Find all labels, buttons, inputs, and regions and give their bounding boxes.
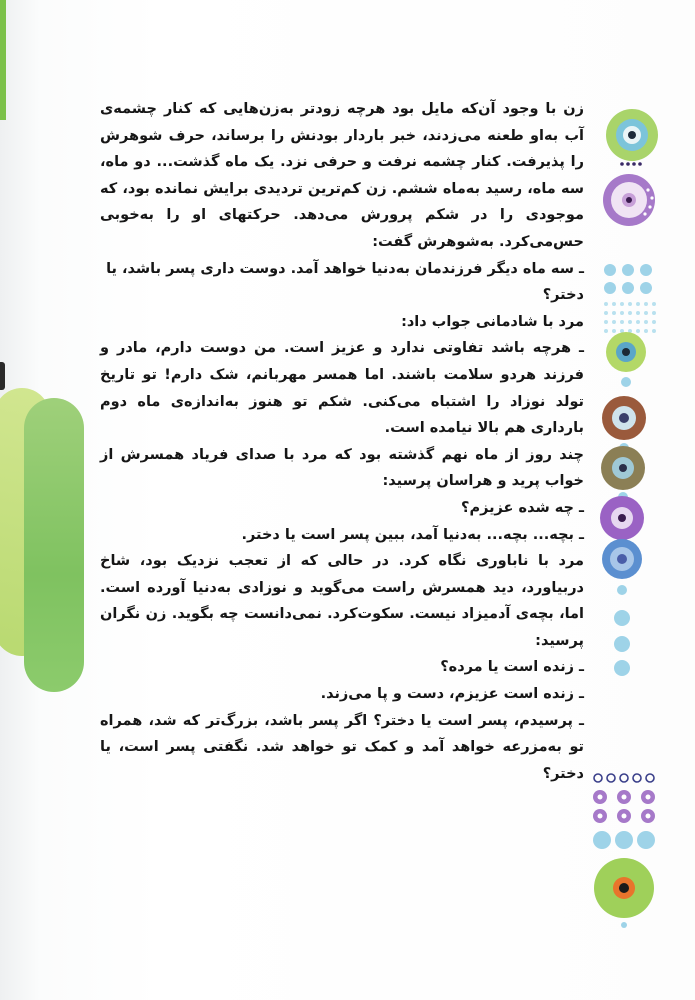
story-text — [100, 96, 584, 787]
decorative-green-bar — [24, 398, 84, 692]
dialogue-line: ـ زنده است یا مرده؟ — [440, 659, 584, 676]
left-edge-stripe — [0, 0, 6, 120]
paragraph: زن با وجود آن‌که مایل بود هرچه زودتر به‌زن‌هایی که کنار چشمه‌ی آب به‌او طعنه می‌زدند، خبر باردار بودنش را برساند، حرف شوهرش را پذیرفت. کنار چشمه نرفت و حرفی نزد. یک ماه گذشت... دو ماه، سه ماه، رسید به‌ماه ششم. زن کم‌ترین تردیدی برایش نمانده بود، که موجودی را در شکم پرورش می‌دهد. حرکتهای او را به‌خوبی حس‌می‌کرد. به‌شوهرش گفت: — [100, 101, 584, 250]
circle-chain-icon — [600, 332, 646, 676]
left-edge-mark — [0, 362, 5, 390]
dot-pattern-icon — [593, 774, 655, 849]
eye-circle-icon — [606, 109, 658, 166]
dialogue-line: ـ چه شده عزیزم؟ — [461, 499, 584, 516]
eye-circle-icon — [603, 174, 655, 226]
dialogue-line: ـ بچه... بچه... به‌دنیا آمد، ببین پسر است یا دختر. — [241, 526, 584, 543]
dialogue-line: ـ هرچه باشد تفاوتی ندارد و عزیز است. من دوست دارم، مادر و فرزند هردو سلامت باشند. اما همسر مهربانم، شک دارم! تو تاریخ تولد نوزاد را اشتباه می‌کنی. شکم تو هنوز به‌اندازه‌ی ماه دوم بارداری هم بالا نیامده است. — [100, 340, 584, 437]
dialogue-line: ـ پرسیدم، پسر است یا دختر؟ اگر پسر باشد، بزرگ‌تر که شد، همراه تو به‌مزرعه خواهد آمد و کمک تو خواهد شد. نگفتی پسر است، یا دختر؟ — [100, 712, 584, 782]
paragraph: چند روز از ماه نهم گذشته بود که مرد با صدای فریاد همسرش از خواب پرید و هراسان پرسید: — [100, 446, 584, 490]
eye-circle-icon — [594, 858, 654, 928]
dialogue-line: ـ زنده است عزیزم، دست و پا می‌زند. — [320, 686, 584, 703]
dot-pattern-icon — [604, 264, 656, 333]
paragraph: مرد با شادمانی جواب داد: — [401, 313, 584, 330]
dialogue-line: ـ سه ماه دیگر فرزندمان به‌دنیا خواهد آمد. دوست داری پسر باشد، یا دختر؟ — [106, 260, 584, 304]
paragraph: مرد با ناباوری نگاه کرد. در حالی که از تعجب نزدیک بود، شاخ دربیاورد، دید همسرش راست می‌گوید و نوزادی به‌دنیا آورده است. اما، بچه‌ی آدمیزاد نیست. سکوت‌کرد. نمی‌دانست چه بگوید. زن نگران پرسید: — [100, 553, 584, 649]
